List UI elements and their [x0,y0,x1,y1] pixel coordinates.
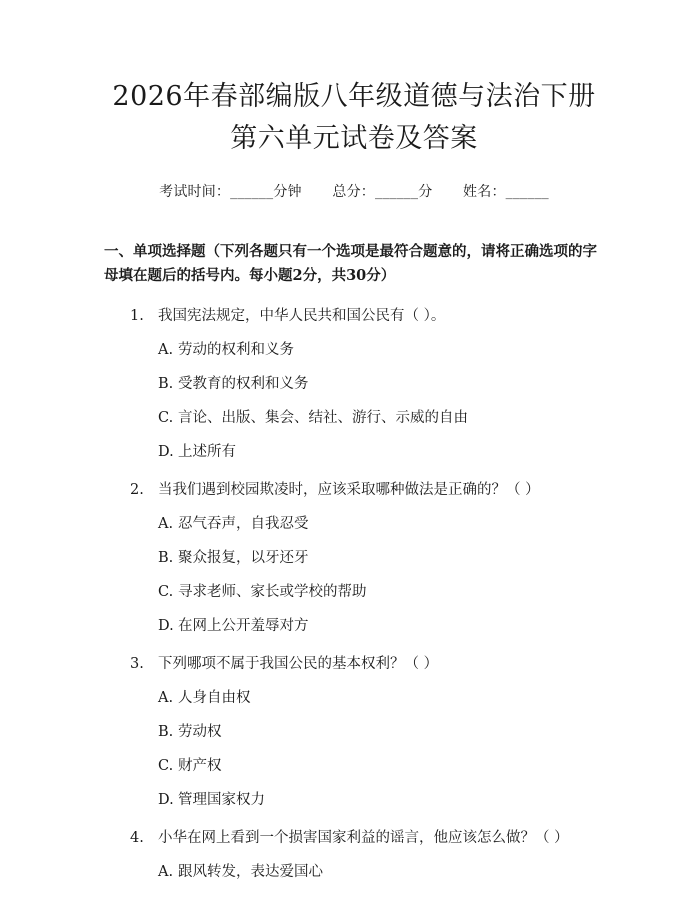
option-label: C. [158,758,174,774]
option-text: 言论、出版、集会、结社、游行、示威的自由 [178,410,468,426]
option-label: D. [158,618,174,634]
option-text: 在网上公开羞辱对方 [178,618,309,634]
question-2 [104,480,604,636]
option-c [104,582,604,602]
question-1 [104,306,604,462]
option-label: B. [158,724,174,740]
option-c [104,756,604,776]
option-b [104,548,604,568]
option-label: A. [158,690,174,706]
section-heading: 一、单项选择题（下列各题只有一个选项是最符合题意的，请将正确选项的字母填在题后的括号内。每小题2分，共30分） [104,243,597,284]
exam-meta [104,182,604,202]
option-label: A. [158,864,174,880]
option-label: A. [158,342,174,358]
document-title: 2026年春部编版八年级道德与法治下册第六单元试卷及答案 [112,81,596,154]
question-3 [104,654,604,810]
question-number: 3. [130,656,144,672]
question-number: 2. [130,482,144,498]
option-a [104,340,604,360]
option-b [104,722,604,742]
question-text: 我国宪法规定，中华人民共和国公民有（ ）。 [158,308,446,324]
question-text: 下列哪项不属于我国公民的基本权利？（ ） [158,656,439,672]
exam-time: 考试时间：______分钟 [159,184,302,200]
question-4 [104,828,604,882]
question-text: 小华在网上看到一个损害国家利益的谣言，他应该怎么做？（ ） [158,830,569,846]
option-a [104,862,604,882]
option-a [104,514,604,534]
total-score: 总分：______分 [332,184,433,200]
option-text: 聚众报复，以牙还牙 [178,550,309,566]
option-label: B. [158,376,174,392]
option-text: 劳动的权利和义务 [178,342,294,358]
option-a [104,688,604,708]
option-text: 人身自由权 [178,690,251,706]
option-label: C. [158,584,174,600]
option-label: B. [158,550,174,566]
option-d [104,790,604,810]
option-c [104,408,604,428]
option-text: 管理国家权力 [178,792,265,808]
option-label: D. [158,444,174,460]
option-text: 财产权 [178,758,222,774]
student-name: 姓名：______ [463,184,549,200]
option-text: 忍气吞声，自我忍受 [178,516,309,532]
option-text: 上述所有 [178,444,236,460]
option-text: 劳动权 [178,724,222,740]
option-text: 跟风转发，表达爱国心 [178,864,323,880]
option-d [104,616,604,636]
question-number: 4. [130,830,144,846]
option-label: A. [158,516,174,532]
option-b [104,374,604,394]
question-text: 当我们遇到校园欺凌时，应该采取哪种做法是正确的？（ ） [158,482,540,498]
option-text: 受教育的权利和义务 [178,376,309,392]
question-number: 1. [130,308,144,324]
option-label: C. [158,410,174,426]
option-text: 寻求老师、家长或学校的帮助 [178,584,367,600]
option-label: D. [158,792,174,808]
option-d [104,442,604,462]
